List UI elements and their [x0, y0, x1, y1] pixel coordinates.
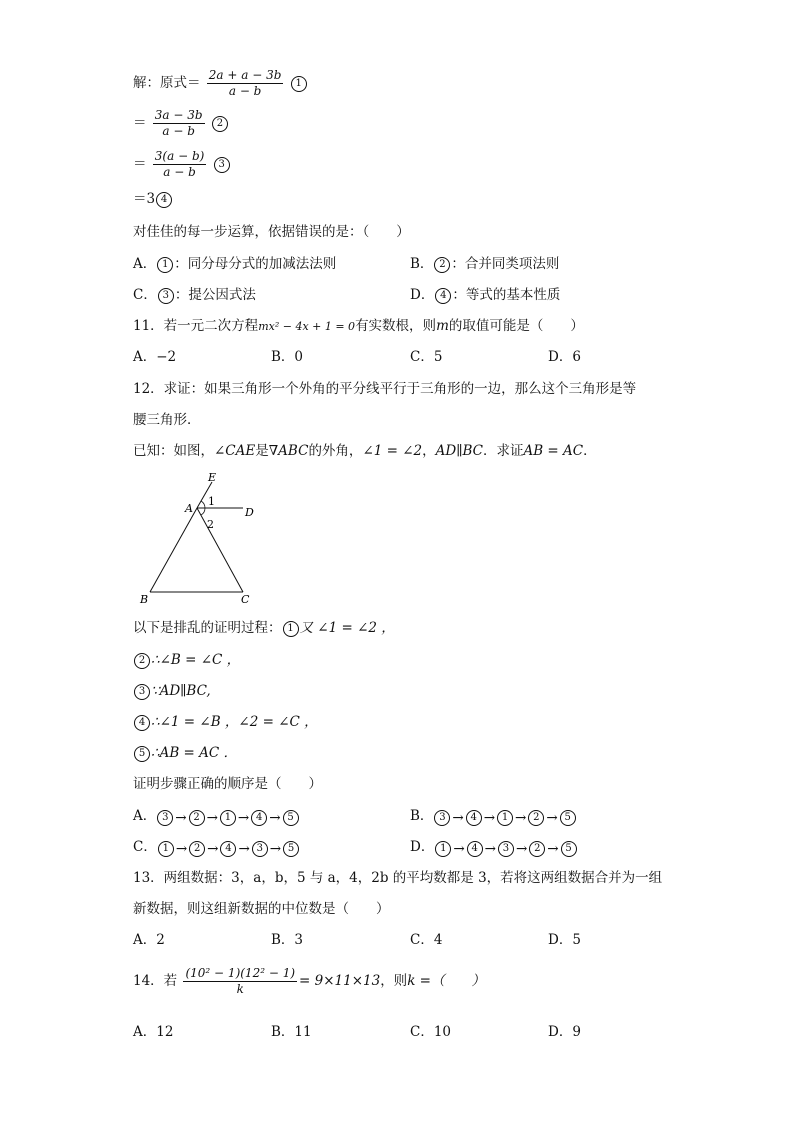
- solution-step-2: [133, 108, 229, 139]
- question-14: [133, 966, 485, 997]
- given-equality: ∠1 = ∠2: [362, 443, 423, 459]
- circled-number: 1: [435, 841, 451, 857]
- q14-suffix: ，则: [380, 973, 408, 989]
- circled-number: 1: [283, 621, 299, 637]
- q14-denominator: k: [236, 982, 244, 996]
- q12-steps-intro: [133, 618, 395, 638]
- given-prefix: 已知：如图，: [133, 443, 214, 459]
- circled-number: 1: [157, 257, 173, 273]
- solution-step-1: [133, 68, 308, 99]
- option-text: ：提公因式法: [174, 287, 256, 303]
- q12-option-c: [133, 837, 300, 859]
- arrow-icon: →: [515, 841, 528, 857]
- arrow-icon: →: [207, 841, 219, 857]
- option-label: D．: [410, 287, 435, 303]
- option-label: A．: [133, 256, 157, 272]
- step1-fraction: [207, 68, 284, 99]
- steps-intro: 以下是排乱的证明过程：: [133, 620, 282, 636]
- step2-prefix: ＝: [133, 115, 147, 131]
- circled-number: 2: [189, 841, 205, 857]
- q12-step-2: [133, 650, 240, 670]
- q14-fraction: [183, 966, 297, 997]
- circled-number: 3: [434, 810, 450, 826]
- step4-text: ＝3: [133, 191, 156, 207]
- step2-numerator: 3a − 3b: [154, 108, 203, 122]
- q14-option-b: B．11: [271, 1024, 312, 1040]
- option-label: A．: [133, 808, 157, 824]
- angle-2-arc: [201, 508, 205, 515]
- solution-question: 对佳佳的每一步运算，依据错误的是：（ ）: [133, 224, 410, 240]
- q14-option-a: A．12: [133, 1024, 174, 1040]
- q13-option-b: B．3: [271, 932, 304, 948]
- circled-number: 3: [157, 810, 173, 826]
- label-d: D: [245, 506, 254, 519]
- q12-step-3: [133, 681, 211, 701]
- q11-option-c: C．5: [410, 349, 443, 365]
- step1-prefix: 解：原式＝: [133, 75, 201, 91]
- q11-equation: mx² − 4x + 1 = 0: [258, 320, 356, 333]
- question-11: [133, 316, 584, 337]
- arrow-icon: →: [484, 841, 496, 857]
- circled-number: 2: [134, 653, 150, 669]
- q13-option-c: C．4: [410, 932, 443, 948]
- side-ab: [150, 508, 197, 592]
- label-angle-2: 2: [207, 518, 214, 531]
- step-sequence: [433, 808, 576, 828]
- solution-step-3: [133, 149, 231, 180]
- step3-prefix: ＝: [133, 156, 147, 172]
- option-a: [133, 254, 336, 274]
- circled-number: 1: [291, 76, 307, 92]
- circled-number: 5: [561, 841, 577, 857]
- arrow-icon: →: [483, 810, 496, 826]
- step-text: ∴∠B = ∠C ，: [151, 652, 241, 668]
- option-label: C．: [133, 839, 157, 855]
- arrow-icon: →: [269, 841, 282, 857]
- step-text: ∴AB = AC ．: [151, 745, 238, 761]
- arrow-icon: →: [238, 841, 250, 857]
- circled-number: 5: [283, 841, 299, 857]
- q11-middle: 有实数根，则: [355, 318, 437, 334]
- given-triangle: ∇ABC: [268, 443, 309, 459]
- circled-number: 3: [498, 841, 514, 857]
- circled-number: 1: [220, 810, 236, 826]
- circled-number: 4: [466, 810, 482, 826]
- option-b: [410, 254, 559, 274]
- q12-given: [133, 441, 597, 461]
- solution-step-4: [133, 189, 173, 209]
- q14-numerator: (10² − 1)(12² − 1): [185, 966, 296, 980]
- option-label: D．: [410, 839, 435, 855]
- given-mid: 是: [255, 443, 269, 459]
- arrow-icon: →: [206, 810, 218, 826]
- q12-question: 证明步骤正确的顺序是（ ）: [133, 776, 322, 792]
- q13-line-1: 13．两组数据：3，a，b，5 与 a，4，2b 的平均数都是 3，若将这两组数据合并为一组: [133, 870, 663, 886]
- step-sequence: [434, 839, 577, 859]
- circled-number: 4: [435, 288, 451, 304]
- q13-option-a: A．2: [133, 932, 165, 948]
- circled-number: 2: [189, 810, 205, 826]
- circled-number: 5: [560, 810, 576, 826]
- arrow-icon: →: [547, 841, 559, 857]
- step-text: ∵AD∥BC,: [151, 683, 211, 699]
- step3-numerator: 3(a − b): [154, 149, 205, 163]
- q11-prefix: 11．若一元二次方程: [133, 318, 259, 334]
- option-text: ：合并同类项法则: [451, 256, 560, 272]
- step1-numerator: 2a + a − 3b: [208, 68, 282, 82]
- given-goal: AB = AC: [523, 443, 584, 459]
- q11-option-b: B．0: [271, 349, 304, 365]
- circled-number: 2: [528, 810, 544, 826]
- circled-number: 5: [283, 810, 299, 826]
- q12-line-1: 12．求证：如果三角形一个外角的平分线平行于三角形的一边，那么这个三角形是等: [133, 381, 637, 397]
- arrow-icon: →: [269, 810, 281, 826]
- label-e: E: [208, 471, 217, 484]
- q12-option-a: [133, 806, 300, 828]
- option-text: ：等式的基本性质: [452, 287, 561, 303]
- given-end: ．求证: [482, 443, 524, 459]
- circled-number: 3: [214, 157, 230, 173]
- q13-option-d: D．5: [548, 932, 581, 948]
- step3-fraction: [153, 149, 207, 180]
- option-label: B．: [410, 256, 434, 272]
- option-label: C．: [133, 287, 157, 303]
- given-mid2: 的外角，: [308, 443, 363, 459]
- q13-line-2: 新数据，则这组新数据的中位数是（ ）: [133, 901, 390, 917]
- q14-option-d: D．9: [548, 1024, 581, 1040]
- label-b: B: [140, 593, 149, 606]
- step-text: 又 ∠1 = ∠2 ，: [299, 620, 395, 636]
- q14-ask: k =（ ）: [407, 973, 485, 989]
- step2-fraction: [153, 108, 205, 139]
- angle-1-arc: [201, 501, 205, 508]
- step3-denominator: a − b: [163, 165, 196, 179]
- circled-number: 4: [467, 841, 483, 857]
- label-c: C: [241, 593, 250, 606]
- given-sep: ，: [422, 443, 436, 459]
- circled-number: 3: [252, 841, 268, 857]
- q11-option-d: D．6: [548, 349, 581, 365]
- arrow-icon: →: [175, 841, 188, 857]
- option-text: ：同分母分式的加减法法则: [174, 256, 337, 272]
- q14-prefix: 14．若: [133, 973, 178, 989]
- given-parallel: AD∥BC: [435, 443, 483, 459]
- q12-step-4: [133, 712, 318, 732]
- option-d: [410, 285, 560, 305]
- q12-option-d: [410, 837, 578, 859]
- given-period: ．: [583, 443, 597, 459]
- q12-line-2: 腰三角形．: [133, 412, 201, 428]
- step-text: ∴∠1 = ∠B ，∠2 = ∠C ，: [151, 714, 318, 730]
- arrow-icon: →: [546, 810, 558, 826]
- given-angle: ∠CAE: [214, 443, 256, 459]
- circled-number: 5: [134, 746, 150, 762]
- arrow-icon: →: [237, 810, 250, 826]
- arrow-icon: →: [452, 810, 464, 826]
- step-sequence: [156, 808, 299, 828]
- circled-number: 4: [134, 715, 150, 731]
- circled-number: 4: [156, 192, 172, 208]
- circled-number: 1: [497, 810, 513, 826]
- circled-number: 2: [212, 116, 228, 132]
- option-c: [133, 285, 256, 305]
- option-label: B．: [410, 808, 434, 824]
- triangle-figure: [135, 470, 265, 610]
- circled-number: 3: [158, 288, 174, 304]
- label-a: A: [185, 502, 193, 515]
- q11-suffix: 的取值可能是（ ）: [448, 318, 584, 334]
- q11-var: m: [436, 318, 449, 334]
- circled-number: 1: [158, 841, 174, 857]
- circled-number: 4: [251, 810, 267, 826]
- circled-number: 2: [529, 841, 545, 857]
- label-angle-1: 1: [208, 495, 215, 508]
- q14-option-c: C．10: [410, 1024, 452, 1040]
- step2-denominator: a − b: [162, 124, 195, 138]
- q11-option-a: A．−2: [133, 349, 177, 365]
- arrow-icon: →: [453, 841, 465, 857]
- side-ac: [197, 508, 243, 592]
- circled-number: 2: [434, 257, 450, 273]
- circled-number: 4: [220, 841, 236, 857]
- step-sequence: [157, 839, 300, 859]
- arrow-icon: →: [175, 810, 187, 826]
- q14-rhs: = 9×11×13: [299, 973, 381, 989]
- step1-denominator: a − b: [228, 84, 262, 98]
- circled-number: 3: [134, 684, 150, 700]
- q12-option-b: [410, 806, 577, 828]
- arrow-icon: →: [515, 810, 527, 826]
- q12-step-5: [133, 743, 237, 763]
